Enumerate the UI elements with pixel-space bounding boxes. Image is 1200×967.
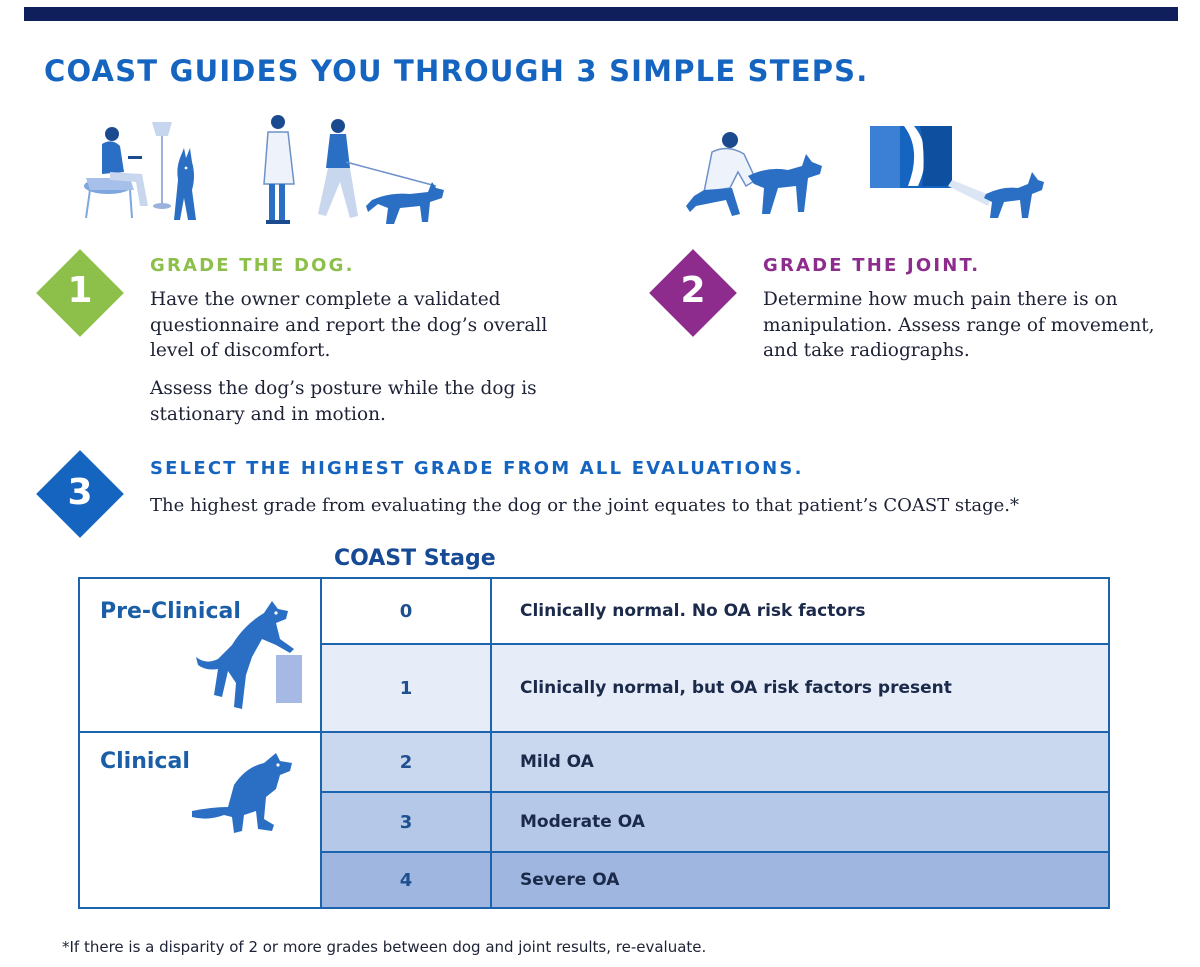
table-row [322, 579, 1108, 645]
step-3-heading: SELECT THE HIGHEST GRADE FROM ALL EVALUATIONS. [150, 458, 804, 479]
stage-number: 1 [322, 645, 492, 731]
footnote: *If there is a disparity of 2 or more grades between dog and joint results, re-evaluate. [62, 938, 707, 956]
step-2-paragraph-1: Determine how much pain there is on manipulation. Assess range of movement, and take radiographs. [763, 289, 1155, 361]
step-2-number: 2 [680, 270, 706, 311]
stage-description: Moderate OA [520, 812, 645, 832]
table-row [322, 645, 1108, 733]
owner-questionnaire-illustration [80, 118, 210, 224]
table-row [322, 853, 1108, 907]
clinical-label: Clinical [100, 749, 190, 774]
dog-jumping-icon [192, 595, 312, 713]
stage-description: Clinically normal. No OA risk factors [520, 601, 866, 621]
step-3-paragraph-1: The highest grade from evaluating the dog or the joint equates to that patient’s COAST stage.* [150, 495, 1020, 516]
pre-clinical-group [80, 579, 322, 733]
stage-description: Severe OA [520, 870, 620, 890]
table-row [322, 733, 1108, 793]
coast-stage-table [78, 577, 1110, 909]
step-1-number: 1 [67, 270, 93, 311]
step-3-number: 3 [67, 472, 93, 513]
step-2-heading: GRADE THE JOINT. [763, 255, 981, 276]
dog-sitting-icon [188, 749, 300, 835]
table-row [322, 793, 1108, 853]
step-1-paragraph-1: Have the owner complete a validated questionnaire and report the dog’s overall level of discomfort. [150, 289, 548, 361]
gait-assessment-illustration [260, 112, 452, 228]
clinical-group [80, 733, 322, 907]
radiograph-illustration [868, 124, 1044, 220]
page-title: COAST GUIDES YOU THROUGH 3 SIMPLE STEPS. [44, 54, 869, 88]
stage-description: Clinically normal, but OA risk factors present [520, 678, 952, 698]
stage-number: 0 [322, 579, 492, 643]
pre-clinical-label: Pre-Clinical [100, 599, 241, 624]
stage-number: 4 [322, 853, 492, 907]
stage-number: 3 [322, 793, 492, 851]
top-bar [24, 7, 1178, 21]
joint-examination-illustration [684, 126, 824, 222]
step-1-heading: GRADE THE DOG. [150, 255, 355, 276]
stage-description: Mild OA [520, 752, 594, 772]
coast-stage-title: COAST Stage [334, 546, 496, 571]
step-1-paragraph-2: Assess the dog’s posture while the dog is stationary and in motion. [150, 378, 537, 425]
stage-number: 2 [322, 733, 492, 791]
